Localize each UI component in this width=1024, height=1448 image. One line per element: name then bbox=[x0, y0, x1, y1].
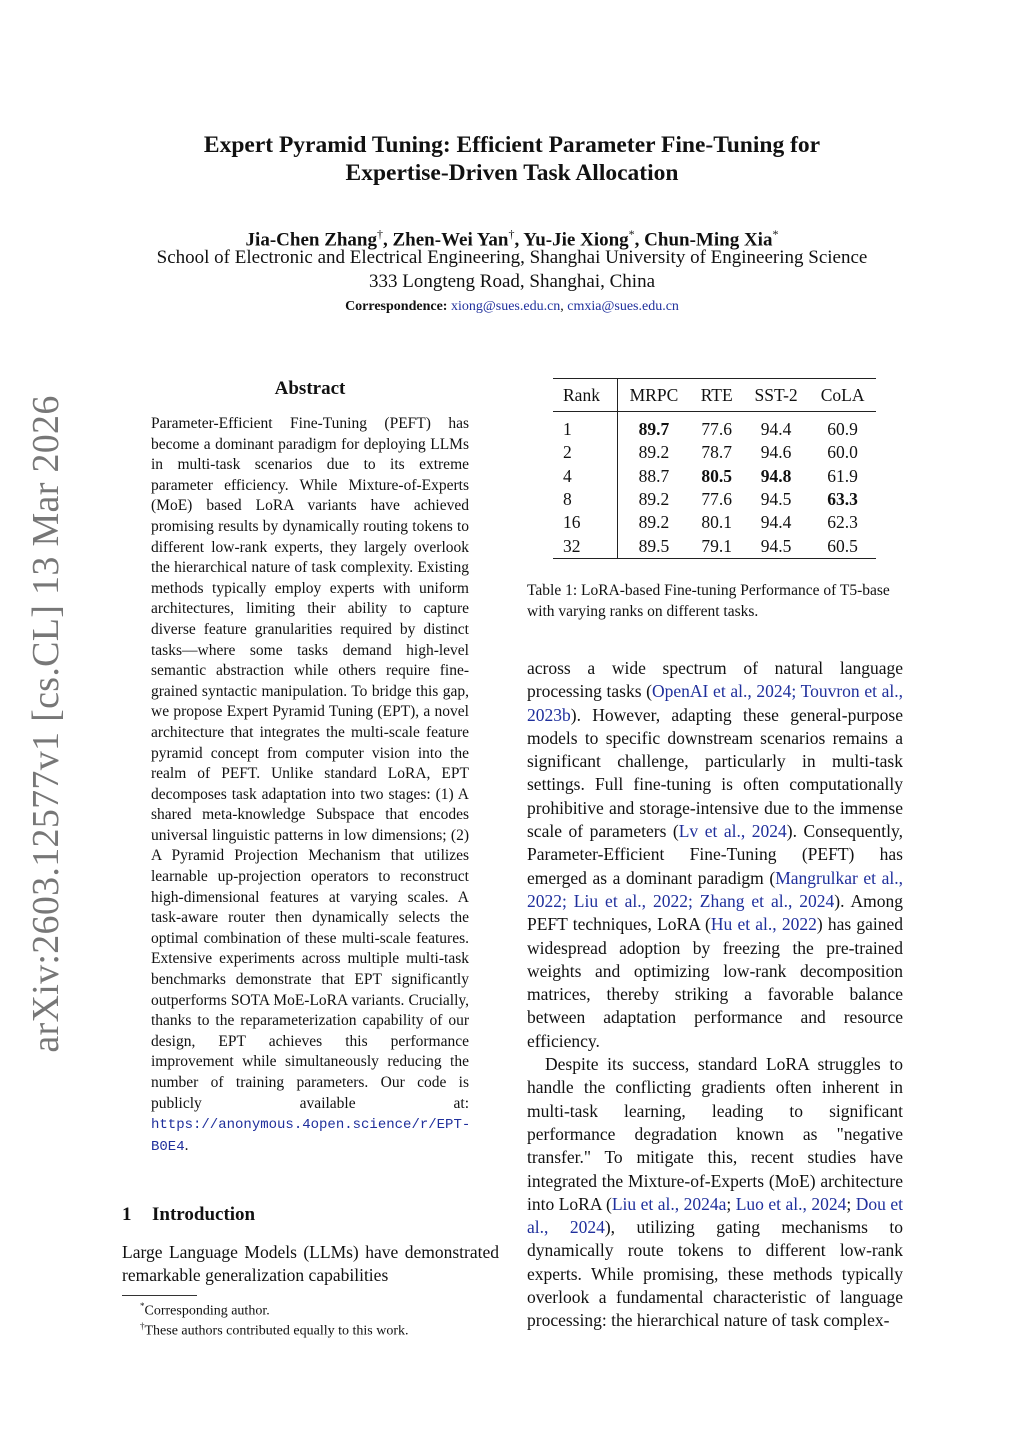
author-list: Jia-Chen Zhang†, Zhen-Wei Yan†, Yu-Jie Xiong*, Chun-Ming Xia* bbox=[245, 227, 779, 251]
author-mark: † bbox=[377, 227, 383, 241]
correspondence: Correspondence: xiong@sues.edu.cn, cmxia@sues.edu.cn bbox=[345, 299, 679, 314]
score-cell: 89.5 bbox=[638, 535, 670, 556]
citation-link[interactable]: Luo et al., 2024 bbox=[735, 1193, 847, 1214]
author-name: Chun-Ming Xia bbox=[644, 229, 773, 251]
paragraph-text: ; bbox=[846, 1193, 856, 1214]
abstract-text: Parameter-Efficient Fine-Tuning (PEFT) has become a dominant paradigm for deploying LLMs in multi-task scenarios due to its extreme parameter efficiency. While Mixture-of-Experts (MoE) based LoRA variants have achieved promising results by dynamically routing tokens to different low-rank experts, they largely overlook the hierarchical nature of task complexity. Existing methods typically employ experts with uniform architectures, limiting their ability to capture diverse feature granularities required by distinct tasks—where some tasks demand high-level semantic abstraction while others require fine-grained syntactic manipulation. To bridge this gap, we propose Expert Pyramid Tuning (EPT), a novel architecture that integrates the multi-scale feature pyramid concept from computer vision into the realm of PEFT. Unlike standard LoRA, EPT decomposes task adaptation into two stages: (1) A shared meta-knowledge Subspace that encodes universal linguistic patterns in low dimensions; (2) A Pyramid Projection Mechanism that utilizes learnable up-projection operators to reconstruct high-dimensional features at varying scales. A task-aware router then dynamically selects the optimal combination of these multi-scale features. Extensive experiments across multiple multi-task benchmarks demonstrate that EPT significantly outperforms SOTA MoE-LoRA variants. Crucially, thanks to the reparameterization capability of our design, EPT achieves this performance improvement while simultaneously reducing the number of training parameters. Our code is publicly available at: bbox=[151, 415, 469, 1112]
paper-title bbox=[0, 131, 1024, 187]
table-row bbox=[553, 441, 876, 464]
score-cell: 94.4 bbox=[760, 512, 792, 533]
table-row bbox=[553, 412, 876, 442]
score-cell: 80.5 bbox=[701, 465, 733, 486]
table-header-cell: RTE bbox=[700, 384, 733, 405]
section-number: 1 bbox=[122, 1204, 132, 1225]
paragraph-text: ), utilizing gating mechanisms to dynamically route tokens to different low-rank experts. While promising, these methods typically overlook a fundamental characteristic of language processing: the hierarchical nature of task complex- bbox=[527, 1217, 903, 1331]
author-name: Jia-Chen Zhang bbox=[245, 229, 377, 251]
score-cell: 89.2 bbox=[638, 442, 670, 463]
score-cell: 94.5 bbox=[760, 535, 792, 556]
intro-paragraph bbox=[527, 1053, 903, 1333]
author-mark: * bbox=[772, 227, 779, 241]
score-cell: 94.4 bbox=[760, 419, 792, 440]
footnote-mark: † bbox=[140, 1321, 145, 1331]
intro-paragraph bbox=[527, 657, 903, 1053]
paragraph-text: ; bbox=[726, 1193, 736, 1214]
paragraph-text: Despite its success, standard LoRA struggles to handle the conflicting gradients often inherent in multi-task learning, leading to significant performance degradation known as "negative transfer." To mitigate this, recent studies have integrated the Mixture-of-Experts (MoE) architecture into LoRA ( bbox=[527, 1054, 903, 1214]
citation-link[interactable]: Lv et al., 2024 bbox=[678, 821, 787, 842]
email-link[interactable]: xiong@sues.edu.cn bbox=[450, 299, 561, 314]
results-table bbox=[553, 378, 876, 559]
table-row bbox=[553, 534, 876, 558]
paragraph-text: ). However, adapting these general-purpose models to specific downstream scenarios remains a significant challenge, particularly in multi-task settings. Full fine-tuning is often computationally prohibitive and storage-intensive due to the immense scale of parameters ( bbox=[527, 704, 903, 842]
score-cell: 79.1 bbox=[701, 535, 733, 556]
intro-paragraph: Large Language Models (LLMs) have demonstrated remarkable generalization capabilities bbox=[122, 1242, 499, 1286]
table-header-cell: SST-2 bbox=[754, 384, 798, 405]
score-cell: 94.8 bbox=[760, 465, 792, 486]
table-header-cell: Rank bbox=[553, 379, 617, 412]
title-line-2: Expertise-Driven Task Allocation bbox=[345, 160, 679, 186]
author-name: Yu-Jie Xiong bbox=[523, 229, 629, 251]
score-cell: 89.2 bbox=[638, 512, 670, 533]
score-cell: 80.1 bbox=[701, 512, 733, 533]
score-cell: 60.0 bbox=[827, 442, 858, 463]
score-cell: 89.7 bbox=[638, 419, 670, 440]
score-cell: 61.9 bbox=[827, 465, 858, 486]
section-heading bbox=[122, 1204, 255, 1226]
score-cell: 78.7 bbox=[701, 442, 733, 463]
table-row bbox=[553, 511, 876, 534]
title-line-1: Expert Pyramid Tuning: Efficient Parameter Fine-Tuning for bbox=[203, 132, 821, 158]
rank-cell: 32 bbox=[553, 534, 617, 558]
affiliation bbox=[0, 246, 1024, 293]
author-name: Zhen-Wei Yan bbox=[392, 229, 509, 251]
affiliation-line-1: School of Electronic and Electrical Engineering, Shanghai University of Engineering Science bbox=[156, 247, 868, 268]
footnote-rule bbox=[122, 1295, 197, 1296]
email-link[interactable]: cmxia@sues.edu.cn bbox=[567, 299, 679, 314]
citation-link[interactable]: OpenAI et al., 2024; Touvron et al., 2023b bbox=[527, 681, 903, 725]
table-header-cell: CoLA bbox=[820, 384, 865, 405]
author-mark: † bbox=[508, 227, 515, 241]
rank-cell: 8 bbox=[553, 488, 617, 511]
score-cell: 60.5 bbox=[827, 535, 858, 556]
table-caption: Table 1: LoRA-based Fine-tuning Performance of T5-base with varying ranks on different tasks. bbox=[527, 582, 890, 620]
paragraph-text: ). Consequently, Parameter-Efficient Fine-Tuning (PEFT) has emerged as a dominant paradigm ( bbox=[527, 821, 903, 888]
citation-link[interactable]: Mangrulkar et al., 2022; Liu et al., 2022; Zhang et al., 2024 bbox=[527, 867, 903, 911]
intro-right-column bbox=[527, 657, 903, 1333]
section-title: Introduction bbox=[152, 1204, 256, 1225]
score-cell: 60.9 bbox=[827, 419, 858, 440]
author-mark: * bbox=[628, 227, 635, 241]
affiliation-line-2: 333 Longteng Road, Shanghai, China bbox=[368, 270, 656, 292]
abstract-heading: Abstract bbox=[274, 378, 346, 399]
rank-cell: 1 bbox=[553, 412, 617, 442]
paragraph-text: ). Among PEFT techniques, LoRA ( bbox=[527, 890, 903, 935]
score-cell: 63.3 bbox=[827, 489, 858, 510]
rank-cell: 2 bbox=[553, 441, 617, 464]
table-header-row bbox=[553, 379, 876, 412]
table-row bbox=[553, 465, 876, 488]
paragraph-text: ) has gained widespread adoption by freezing the pre-trained weights and optimizing low-rank decomposition matrices, thereby striking a favorable balance between adaptation performance and resource efficiency. bbox=[527, 914, 903, 1051]
score-cell: 88.7 bbox=[638, 465, 670, 486]
score-cell: 77.6 bbox=[701, 419, 733, 440]
table-header-cell: MRPC bbox=[629, 384, 679, 405]
citation-link[interactable]: Liu et al., 2024a bbox=[611, 1193, 727, 1214]
table-row bbox=[553, 488, 876, 511]
citation-link[interactable]: Hu et al., 2022 bbox=[710, 914, 817, 935]
correspondence-label: Correspondence: bbox=[345, 299, 448, 314]
citation-link[interactable]: Dou et al., 2024 bbox=[527, 1193, 903, 1238]
score-cell: 77.6 bbox=[701, 489, 733, 510]
footnote-mark: * bbox=[140, 1301, 145, 1311]
score-cell: 94.5 bbox=[760, 489, 792, 510]
footnote-2: †These authors contributed equally to this work. bbox=[140, 1321, 409, 1339]
rank-cell: 4 bbox=[553, 465, 617, 488]
code-url-link[interactable]: https://anonymous.4open.science/r/EPT-B0E4 bbox=[151, 1117, 471, 1155]
abstract-body: Parameter-Efficient Fine-Tuning (PEFT) has become a dominant paradigm for deploying LLMs in multi-task scenarios due to its extreme parameter efficiency. While Mixture-of-Experts (MoE) based LoRA variants have achieved promising results by dynamically routing tokens to different low-rank experts, they largely overlook the hierarchical nature of task complexity. Existing methods typically employ experts with uniform architectures, limiting their ability to capture diverse feature granularities required by distinct tasks—where some tasks demand high-level semantic abstraction while others require fine-grained syntactic manipulation. To bridge this gap, we propose Expert Pyramid Tuning (EPT), a novel architecture that integrates the multi-scale feature pyramid concept from computer vision into the realm of PEFT. Unlike standard LoRA, EPT decomposes task adaptation into two stages: (1) A shared meta-knowledge Subspace that encodes universal linguistic patterns in low dimensions; (2) A Pyramid Projection Mechanism that utilizes learnable up-projection operators to reconstruct high-dimensional features at varying scales. A task-aware router then dynamically selects the optimal combination of these multi-scale features. Extensive experiments across multiple multi-task benchmarks demonstrate that EPT significantly outperforms SOTA MoE-LoRA variants. Crucially, thanks to the reparameterization capability of our design, EPT achieves this performance improvement while simultaneously reducing the number of training parameters. Our code is publicly available at: https://anonymous.4open.science/r/EPT-B0E4. bbox=[151, 415, 471, 1155]
arxiv-identifier: arXiv:2603.12577v1 [cs.CL] 13 Mar 2026 bbox=[25, 395, 67, 1053]
paragraph-text: across a wide spectrum of natural language processing tasks ( bbox=[527, 658, 903, 702]
rank-cell: 16 bbox=[553, 511, 617, 534]
score-cell: 94.6 bbox=[760, 442, 792, 463]
score-cell: 89.2 bbox=[638, 489, 670, 510]
score-cell: 62.3 bbox=[827, 512, 858, 533]
footnote-1: *Corresponding author. bbox=[140, 1301, 270, 1319]
